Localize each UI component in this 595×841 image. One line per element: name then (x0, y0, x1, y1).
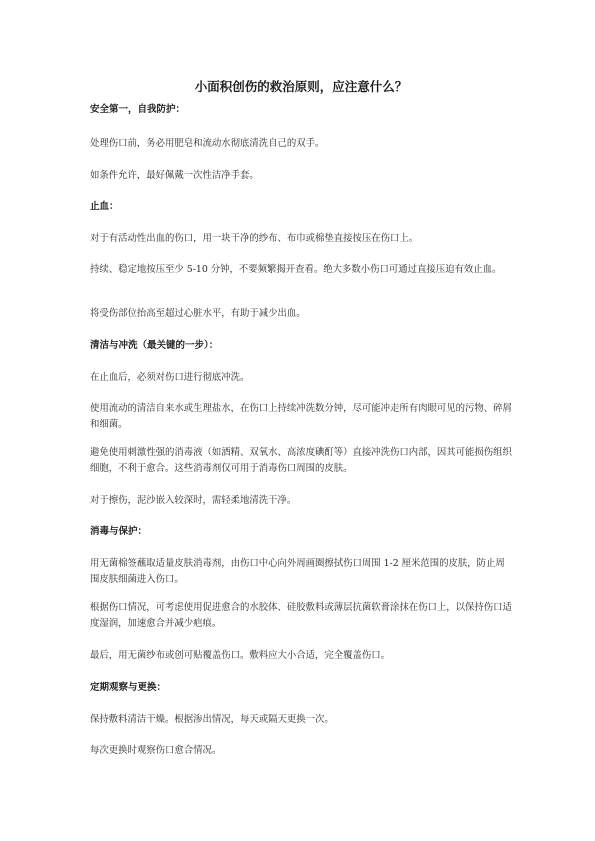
document-title: 小面积创伤的救治原则，应注意什么？ (194, 79, 408, 94)
paragraph: 避免使用刺激性强的消毒液（如酒精、双氧水、高浓度碘酊等）直接冲洗伤口内部，因其可能损伤组织细胞，不利于愈合。这些消毒剂仅可用于消毒伤口周围的皮肤。 (90, 447, 512, 474)
paragraph: 对于有活动性出血的伤口，用一块干净的纱布、布巾或棉垫直接按压在伤口上。 (90, 233, 419, 244)
paragraph: 保持敷料清洁干燥。根据渗出情况，每天或隔天更换一次。 (90, 714, 334, 725)
paragraph: 每次更换时观察伤口愈合情况。 (90, 745, 222, 756)
paragraph: 持续、稳定地按压至少 5-10 分钟，不要频繁揭开查看。绝大多数小伤口可通过直接压迫有效止血。 (90, 264, 502, 275)
section-heading-disinfection: 消毒与保护： (90, 526, 148, 537)
paragraph: 用无菌棉签蘸取适量皮肤消毒剂，由伤口中心向外周画圈擦拭伤口周围 1-2 厘米范围的皮肤，防止周围皮肤细菌进入伤口。 (90, 558, 505, 585)
section-heading-followup: 定期观察与更换： (90, 682, 167, 693)
paragraph: 在止血后，必须对伤口进行彻底冲洗。 (90, 372, 250, 383)
paragraph: 如条件允许，最好佩戴一次性洁净手套。 (90, 170, 259, 181)
paragraph: 处理伤口前，务必用肥皂和流动水彻底清洗自己的双手。 (90, 138, 325, 149)
paragraph: 对于擦伤，泥沙嵌入较深时，需轻柔地清洗干净。 (90, 495, 297, 506)
section-heading-safety: 安全第一，自我防护： (90, 104, 186, 115)
section-heading-cleaning: 清洁与冲洗（最关键的一步）： (90, 340, 219, 351)
section-heading-hemostasis: 止血： (90, 201, 119, 212)
paragraph: 将受伤部位抬高至超过心脏水平，有助于减少出血。 (90, 308, 306, 319)
paragraph: 最后，用无菌纱布或创可贴覆盖伤口。敷料应大小合适，完全覆盖伤口。 (90, 650, 391, 661)
paragraph: 根据伤口情况，可考虑使用促进愈合的水胶体、硅胶敷料或薄层抗菌软膏涂抹在伤口上，以保持伤口适度湿润，加速愈合并减少疤痕。 (90, 602, 512, 629)
paragraph: 使用流动的清洁自来水或生理盐水，在伤口上持续冲洗数分钟，尽可能冲走所有肉眼可见的污物、碎屑和细菌。 (90, 403, 512, 430)
